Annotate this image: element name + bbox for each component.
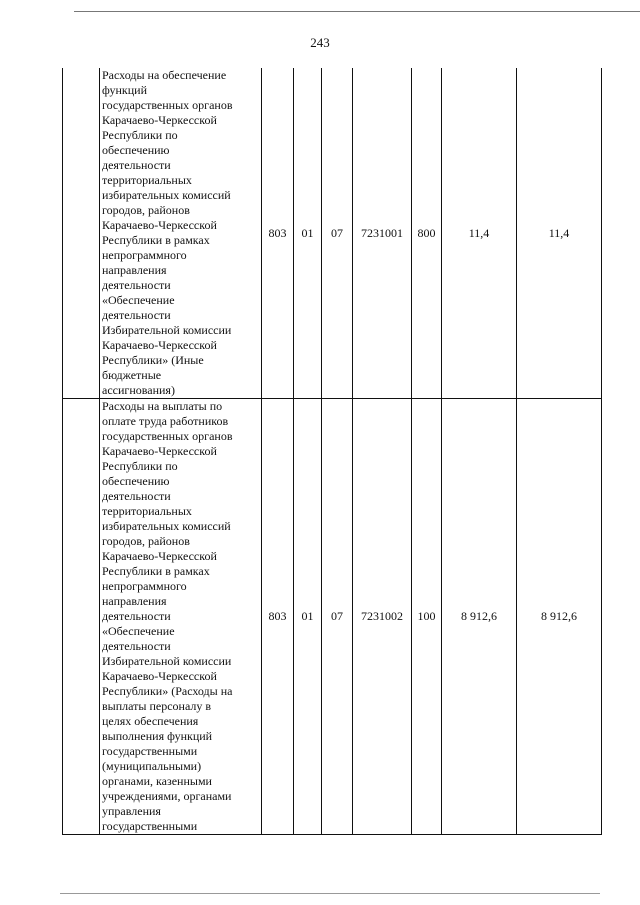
budget-table — [62, 68, 602, 835]
subsection-cell: 07 — [322, 68, 353, 399]
ministry-cell: 803 — [262, 399, 294, 835]
expense-type-cell: 100 — [412, 399, 442, 835]
scan-edge-line — [60, 893, 600, 894]
description-cell — [100, 68, 262, 399]
section-cell: 01 — [294, 399, 322, 835]
table-row — [63, 68, 602, 399]
amount-2-cell: 11,4 — [517, 68, 602, 399]
description-cell — [100, 399, 262, 835]
amount-1-cell: 8 912,6 — [442, 399, 517, 835]
page-number: 243 — [310, 35, 330, 50]
target-article-cell: 7231001 — [353, 68, 412, 399]
amount-2-cell: 8 912,6 — [517, 399, 602, 835]
scan-edge-line — [74, 11, 640, 12]
table-row — [63, 399, 602, 835]
row-number-cell — [63, 68, 100, 399]
description-text: Расходы на выплаты по оплате труда работников государственных органов Карачаево-Черкесской Республики по обеспечению деятельности территориальных избирательных комиссий городов, районов Карачаево-Черкесской Республики в рамках непрограммного направления деятельности «Обеспечение деятельности Избирательной комиссии Карачаево-Черкесской Республики» (Расходы на выплаты персоналу в целях обеспечения выполнения функций государственными (муниципальными) органами, казенными учреждениями, органами управления государственными — [102, 399, 233, 833]
row-number-cell — [63, 399, 100, 835]
expense-type-cell: 800 — [412, 68, 442, 399]
target-article-cell: 7231002 — [353, 399, 412, 835]
ministry-cell: 803 — [262, 68, 294, 399]
subsection-cell: 07 — [322, 399, 353, 835]
amount-1-cell: 11,4 — [442, 68, 517, 399]
section-cell: 01 — [294, 68, 322, 399]
description-text: Расходы на обеспечение функций государственных органов Карачаево-Черкесской Республики по обеспечению деятельности территориальных избирательных комиссий городов, районов Карачаево-Черкесской Республики в рамках непрограммного направления деятельности «Обеспечение деятельности Избирательной комиссии Карачаево-Черкесской Республики» (Иные бюджетные ассигнования) — [102, 68, 233, 397]
